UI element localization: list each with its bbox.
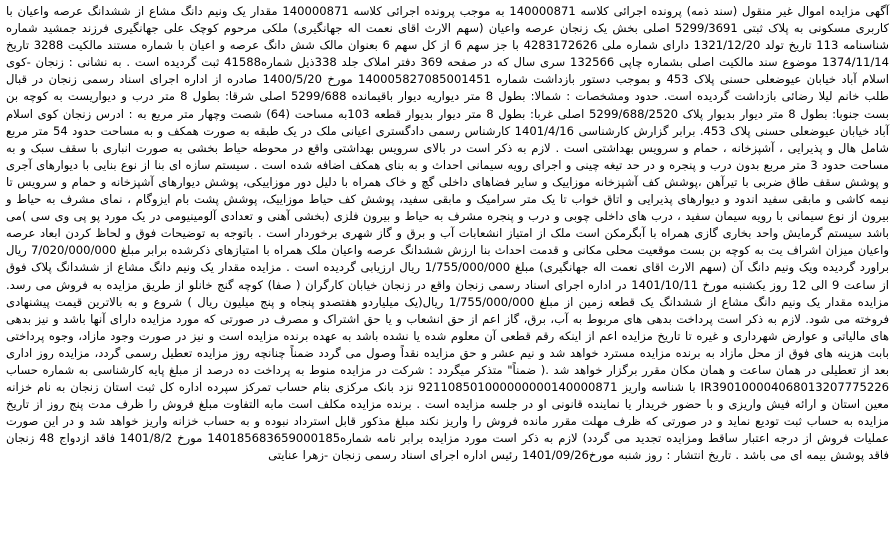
auction-notice-text: آگهی مزایده اموال غیر منقول (سند ذمه) پرونده اجرائی کلاسه 140000871 به موجب پرونده اجرائی کلاسه 140000871 مقدار یک ونیم دانگ مشاع از ششدانگ عرصه واعیان با کاربری مسکونی به پلاک ثبتی 5299/3691 اصلی بخش یک زنجان عرصه واعیان (سهم الارث اقای نعمت اله جهانگیری) ملکی مرحوم کوچک علی جهانگیری فرزند جمشید شماره شناسنامه 113 تاریخ تولد 1321/12/20 دارای شماره ملی 4283172626 با جز سهم 6 از کل سهم 6 بعنوان مالک شش دانگ عرصه و اعیان با شماره مستند مالکیت 3288 تاریخ 1374/11/14 موضوع سند مالکیت اصلی بشماره چاپی 132566 سری سال که در صفحه 369 دفتر املاک جلد 338ذیل شماره41588 ثبت گردیده است . به نشانی : زنجان -کوی اسلام آباد خیابان عیوضعلی حسنی پلاک 453 و بموجب دستور بازداشت شماره 140005827085001451 مورخ 1400/5/20 صادره از اداره اجرای اسناد رسمی زنجان در قبال طلب خانم لیلا رضائی بازداشت گردیده است. حدود ومشخصات : شمالا: بطول 8 متر دیواریه دیوار باقیمانده 5299/688 اصلی شرقا: بطول 8 متر درب و دیواریست به کوچه بن بست جنوبا: بطول 8 متر دیوار بدیوار پلاک 5299/688/2520 اصلی غربا: بطول 8 متر دیوار بدیوار قطعه 103به مساحت (64) شصت وچهار متر مربع به : ادرس زنجان کوی اسلام آباد خیابان عیوضعلی حسنی پلاک 453. برابر گزارش کارشناسی 1401/4/16 کارشناس رسمی دادگستری اعیانی ملک در یک طبقه به صورت همکف و به مساحت حدود 54 متر مربع شامل هال و پذیرایی ، آشپزخانه ، حمام و سرویس بهداشتی است . لازم به ذکر است در بالای سرویس بهداشتی واقع در محوطه حیاط بخشی به صورت انباری با سقف سبک و به مساحت حدود 3 متر مربع بدون درب و پنجره و در حد تیغه چینی و اجرای رویه سیمانی احداث و به بنای همکف اضافه شده است . سیستم سازه ای بنا از نوع بنایی با دیوارهای آجری و پوشش سقف طاق ضربی با تیرآهن ،پوشش کف آشپزخانه موزاییک و سایر فضاهای داخلی گچ و خاک همراه با دلیل دور موزاییکی، پوشش دیوارهای آشپزخانه و حمام و سرویس تا نیمه کاشی و مابقی سفید اندود و دیوارهای پذیرایی و اتاق خواب تا یک متر سرامیک و مابقی سفید، پوشش کف حیاط موزاییک، پوشش پشت بام ایزوگام ، نمای مشرف به حیاط و بیرون از نوع سیمانی با رویه سیمان سفید ، درب های داخلی چوبی و درب و پنجره مشرف به حیاط و بیرون فلزی (بخشی آهنی و تعدادی آلومینیومی در یک مورد پو پی وی سی )می باشد سیستم گرمایش واحد بخاری گازی همراه با آبگرمکن است ملک از امتیاز انشعابات آب و برق و گاز شهری برخوردار است . باتوجه به توضیحات فوق و لحاظ کردن ابعاد عرصه واعیان میزان اشراف یت به کوچه بن بست موقعیت محلی مکانی و قدمت احداث بنا ارزش ششدانگ عرصه واعیان ملک همراه با امتیازهای ذکرشده برابر مبلغ 7/020/000/000 ریال براورد گردیده ویک ونیم دانگ آن (سهم الارث اقای نعمت اله جهانگیری) مبلغ 1/755/000/000 ریال ارزیابی گردیده است . مزایده مقدار یک ونیم دانگ مشاع از ششدانگ پلاک فوق از ساعت 9 الی 12 روز یکشنبه مورخ 1401/10/11 در اداره اجرای اسناد رسمی زنجان واقع در زنجان خیابان کارگران ( صفا) کوچه گنج خانلو از طریق مزایده به فروش می رسد. مزایده مقدار یک ونیم دانگ مشاع از ششدانگ یک قطعه زمین از مبلغ 1/755/000/000 ریال(یک میلیاردو هفتصدو پنجاه و پنج میلیون ریال ) شروع و به بالاترین قیمت پیشنهادی فروخته می شود. لازم به ذکر است پرداخت بدهی های مربوط به آب، برق، گاز اعم از حق انشعاب و یا حق اشتراک و مصرف در صورتی که مورد مزایده دارای آنها باشد و نیز بدهی های مالیاتی و عوارض شهرداری و غیره تا تاریخ مزایده اعم از اینکه رقم قطعی آن معلوم شده یا نشده باشد به عهده برنده مزایده است و نیز در صورت وجود مازاد، وجوه پرداختی بابت هزینه های فوق از محل مازاد به برنده مزایده مسترد خواهد شد و نیم عشر و حق مزایده نقداً وصول می گردد ضمناً چنانچه روز مزایده تعطیل رسمی گردد، مزایده روز اداری بعد از تعطیلی در همان ساعت و همان مکان مقرر برگزار خواهد شد .( ضمناً" متذکر میگردد : شرکت در مزایده منوط به پرداخت ده درصد از مبلغ پایه کارشناسی به شماره حساب IR390100004068013207775226 با شناسه واریز 921108501000000000140000871 نزد بانک مرکزی بنام حساب تمرکز سپرده اداره کل ثبت استان زنجان به نام خزانه معین استان و ارائه فیش واریزی و با حضور خریدار یا نماینده قانونی او در جلسه مزایده است . برنده مزایده مکلف است مابه التفاوت مبلغ فروش را ظرف مدت پنج روز از تاریخ مزایده به حساب ثبت تودیع نماید و در صورتی که ظرف مهلت مقرر مانده فروش را واریز نکند مبلغ مذکور قابل استرداد نبوده و به حساب خزانه واریز خواهد شد و در این صورت عملیات فروش از درجه اعتبار ساقط ومزایده تجدید می گردد) لازم به ذکر است مورد مزایده برابر نامه شماره140185683659000185 مورخ 1401/8/2 فاقد ازدواج 48 زنجان فاقد پوشش بیمه ای می باشد . تاریخ انتشار : روز شنبه مورخ1401/09/26 رئیس اداره اجرای اسناد رسمی زنجان -زهرا عنایتی [6,4,890,463]
